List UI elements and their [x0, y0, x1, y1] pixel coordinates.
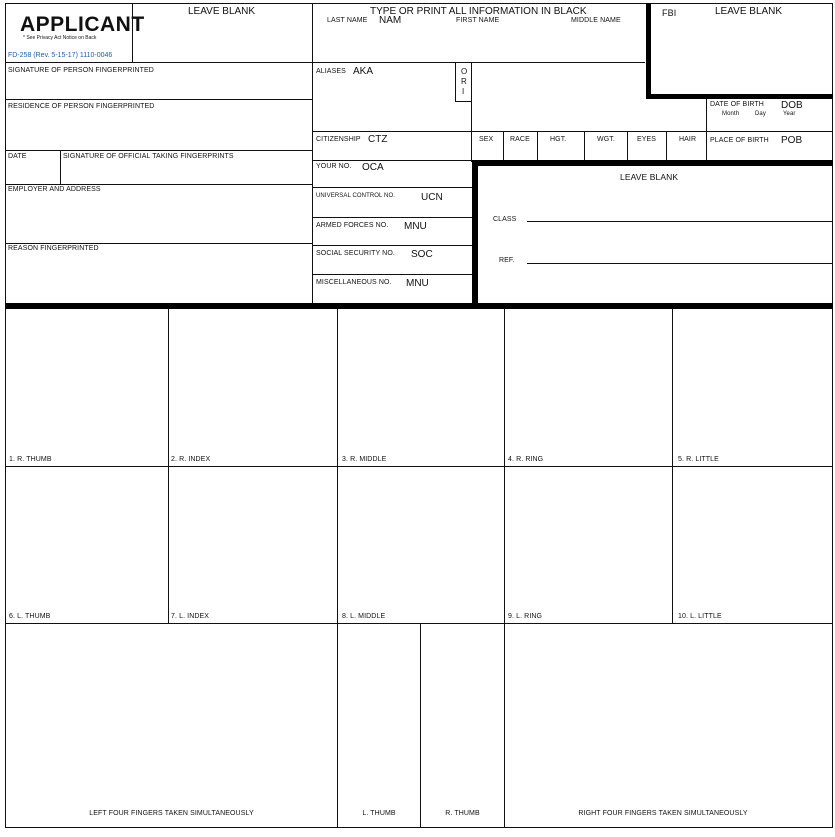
reason-label: REASON FINGERPRINTED [8, 245, 99, 252]
eyes-label: EYES [637, 136, 657, 143]
dob-label: DATE OF BIRTH [710, 101, 764, 108]
hair-label: HAIR [679, 136, 697, 143]
form-title: APPLICANT [20, 13, 145, 36]
signature-official-label: SIGNATURE OF OFFICIAL TAKING FINGERPRINTS [63, 153, 234, 160]
finger-label-6: 6. L. THUMB [9, 613, 51, 620]
ucn-field[interactable]: UCN [421, 192, 443, 203]
dob-field[interactable]: DOB [781, 100, 803, 111]
finger-label-2: 2. R. INDEX [171, 456, 211, 463]
finger-label-9: 9. L. RING [508, 613, 543, 620]
class-label: CLASS [493, 216, 517, 223]
ori-letter-i: I [462, 87, 465, 96]
last-name-label: LAST NAME [327, 17, 368, 24]
pob-field[interactable]: POB [781, 135, 803, 146]
right-four-label: RIGHT FOUR FINGERS TAKEN SIMULTANEOUSLY [578, 810, 748, 817]
fingerprint-box-l-index[interactable] [169, 467, 337, 623]
form-number: FD-258 (Rev. 5-15-17) 1110-0046 [8, 52, 113, 59]
fingerprint-box-r-thumb-plain[interactable] [421, 624, 504, 827]
ref-label: REF. [499, 257, 515, 264]
leave-blank-box-label: LEAVE BLANK [620, 172, 679, 182]
finger-label-10: 10. L. LITTLE [678, 613, 722, 620]
fingerprint-box-left-four[interactable] [6, 624, 337, 827]
misc-field[interactable]: MNU [406, 278, 429, 289]
height-label: HGT. [550, 136, 567, 143]
left-four-label: LEFT FOUR FINGERS TAKEN SIMULTANEOUSLY [89, 810, 254, 817]
fingerprint-box-l-ring[interactable] [505, 467, 672, 623]
leave-blank-top-left: LEAVE BLANK [188, 6, 256, 17]
aliases-label: ALIASES [316, 68, 346, 75]
ucn-label: UNIVERSAL CONTROL NO. [316, 193, 396, 199]
fingerprint-box-right-four[interactable] [505, 624, 832, 827]
fingerprint-box-r-middle[interactable] [338, 309, 504, 466]
finger-label-5: 5. R. LITTLE [678, 456, 719, 463]
finger-label-8: 8. L. MIDDLE [342, 613, 386, 620]
fingerprint-box-r-ring[interactable] [505, 309, 672, 466]
dob-day-label: Day [755, 111, 766, 117]
finger-label-4: 4. R. RING [508, 456, 544, 463]
ori-letter-o: O [461, 67, 468, 76]
sex-label: SEX [479, 136, 494, 143]
fingerprint-box-r-index[interactable] [169, 309, 337, 466]
dob-year-label: Year [783, 111, 796, 117]
pob-label: PLACE OF BIRTH [710, 137, 769, 144]
dob-month-label: Month [722, 111, 740, 117]
your-no-field[interactable]: OCA [362, 162, 384, 173]
your-no-label: YOUR NO. [316, 163, 352, 170]
residence-label: RESIDENCE OF PERSON FINGERPRINTED [8, 103, 155, 110]
ssn-field[interactable]: SOC [411, 249, 433, 260]
signature-person-label: SIGNATURE OF PERSON FINGERPRINTED [8, 67, 154, 74]
finger-label-7: 7. L. INDEX [171, 613, 210, 620]
l-thumb-plain-label: L. THUMB [362, 810, 396, 817]
fingerprint-box-l-middle[interactable] [338, 467, 504, 623]
first-name-label: FIRST NAME [456, 17, 500, 24]
finger-label-3: 3. R. MIDDLE [342, 456, 387, 463]
weight-label: WGT. [597, 136, 615, 143]
armed-forces-label: ARMED FORCES NO. [316, 222, 389, 229]
misc-label: MISCELLANEOUS NO. [316, 279, 392, 286]
ori-letter-r: R [461, 77, 467, 86]
fingerprint-box-l-thumb-plain[interactable] [338, 624, 420, 827]
leave-blank-top-right: LEAVE BLANK [715, 6, 783, 17]
race-label: RACE [510, 136, 530, 143]
fingerprint-box-l-thumb[interactable] [6, 467, 168, 623]
middle-name-label: MIDDLE NAME [571, 17, 621, 24]
armed-forces-field[interactable]: MNU [404, 221, 427, 232]
last-name-field[interactable]: NAM [379, 15, 402, 26]
citizenship-label: CITIZENSHIP [316, 136, 361, 143]
privacy-note: * See Privacy Act Notice on Back [23, 35, 97, 41]
date-label: DATE [8, 153, 27, 160]
citizenship-field[interactable]: CTZ [368, 134, 388, 145]
employer-label: EMPLOYER AND ADDRESS [8, 186, 101, 193]
fingerprint-box-l-little[interactable] [673, 467, 832, 623]
finger-label-1: 1. R. THUMB [9, 456, 52, 463]
ssn-label: SOCIAL SECURITY NO. [316, 250, 395, 257]
fingerprint-box-r-thumb[interactable] [6, 309, 168, 466]
fingerprint-box-r-little[interactable] [673, 309, 832, 466]
instructions-heading: TYPE OR PRINT ALL INFORMATION IN BLACK [370, 6, 587, 17]
fbi-label: FBI [662, 8, 677, 18]
aliases-field[interactable]: AKA [353, 66, 374, 77]
r-thumb-plain-label: R. THUMB [445, 810, 480, 817]
